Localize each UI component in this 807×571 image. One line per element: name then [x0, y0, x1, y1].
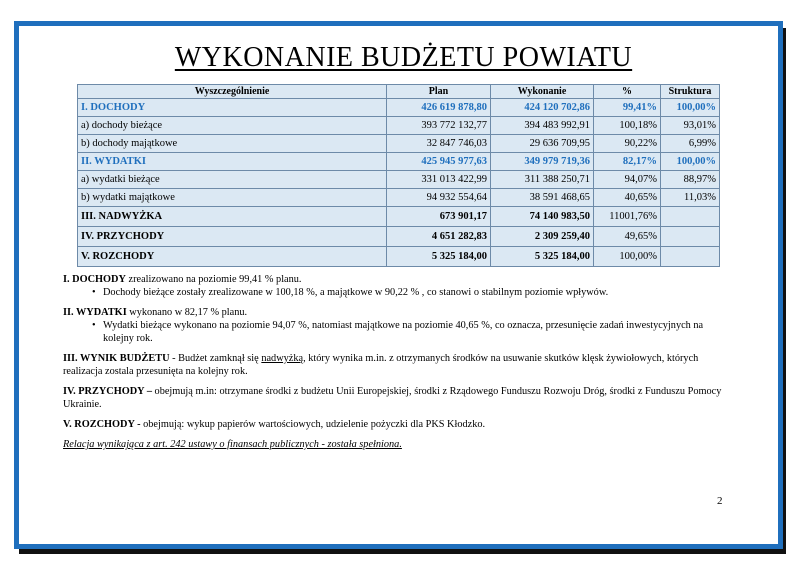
table-row: [78, 117, 720, 135]
row-struktura: 88,97%: [661, 171, 720, 189]
page-title: WYKONANIE BUDŻETU POWIATU: [174, 42, 633, 73]
row-label: b) dochody majątkowe: [78, 135, 387, 153]
row-percent: 100,00%: [594, 247, 661, 267]
table-row: [78, 227, 720, 247]
section-przychody: [63, 385, 733, 411]
row-wykonanie: 5 325 184,00: [491, 247, 594, 267]
section-wydatki-text: wykonano w 82,17 % planu.: [126, 307, 248, 318]
row-wykonanie: 29 636 709,95: [491, 135, 594, 153]
table-row: [78, 171, 720, 189]
row-label: a) wydatki bieżące: [78, 171, 387, 189]
row-struktura: 11,03%: [661, 189, 720, 207]
header-struktura: Struktura: [661, 85, 720, 99]
section-dochody: [63, 273, 733, 299]
row-wykonanie: 2 309 259,40: [491, 227, 594, 247]
section-rozchody: [63, 418, 733, 431]
row-wykonanie: 349 979 719,36: [491, 153, 594, 171]
header-wyszczegolnienie: Wyszczególnienie: [78, 85, 387, 99]
section-przychody-text: obejmują m.in: otrzymane środki z budżetu Unii Europejskiej, środki z Rządowego Funduszu Rozwoju Dróg, środki z Funduszu Pomocy Ukrainie.: [63, 386, 722, 410]
row-label: III. NADWYŻKA: [78, 207, 387, 227]
row-label: a) dochody bieżące: [78, 117, 387, 135]
row-percent: 99,41%: [594, 99, 661, 117]
section-wynik-pre: - Budżet zamknął się: [169, 353, 262, 364]
table-row: [78, 99, 720, 117]
table-row: [78, 189, 720, 207]
section-dochody-heading: I. DOCHODY: [63, 274, 126, 285]
row-percent: 40,65%: [594, 189, 661, 207]
table-row: [78, 153, 720, 171]
row-label: II. WYDATKI: [78, 153, 387, 171]
row-wykonanie: 424 120 702,86: [491, 99, 594, 117]
section-wydatki: [63, 306, 733, 345]
row-struktura: [661, 247, 720, 267]
row-wykonanie: 38 591 468,65: [491, 189, 594, 207]
header-wykonanie: Wykonanie: [491, 85, 594, 99]
section-przychody-heading: IV. PRZYCHODY –: [63, 386, 155, 397]
row-wykonanie: 74 140 983,50: [491, 207, 594, 227]
section-rozchody-text: obejmują: wykup papierów wartościowych, udzielenie pożyczki dla PKS Kłodzko.: [143, 419, 486, 430]
row-label: IV. PRZYCHODY: [78, 227, 387, 247]
section-rozchody-heading: V. ROZCHODY -: [63, 419, 144, 430]
row-label: b) wydatki majątkowe: [78, 189, 387, 207]
row-plan: 32 847 746,03: [387, 135, 491, 153]
row-struktura: [661, 207, 720, 227]
header-percent: %: [594, 85, 661, 99]
row-struktura: [661, 227, 720, 247]
row-struktura: 6,99%: [661, 135, 720, 153]
row-percent: 94,07%: [594, 171, 661, 189]
section-wydatki-bullet: • Wydatki bieżące wykonano na poziomie 94,07 %, natomiast majątkowe na poziomie 40,65 %, co oznacza, przesunięcie zadań inwestycyjnych na kolejny rok.: [63, 319, 733, 345]
table-row: [78, 247, 720, 267]
row-plan: 425 945 977,63: [387, 153, 491, 171]
section-dochody-text: zrealizowano na poziomie 99,41 % planu.: [125, 274, 302, 285]
row-percent: 100,18%: [594, 117, 661, 135]
row-struktura: 100,00%: [661, 153, 720, 171]
section-wydatki-heading: II. WYDATKI: [63, 307, 127, 318]
table-row: [78, 135, 720, 153]
row-percent: 49,65%: [594, 227, 661, 247]
section-wynik-post: , który wynika m.in. z otrzymanych środków na usuwanie skutków klęsk żywiołowych, których realizacja zostala przesunięta na kolejny rok.: [63, 353, 699, 377]
section-wynik-heading: III. WYNIK BUDŻETU: [63, 353, 170, 364]
section-wynik-underlined: nadwyżką: [261, 353, 304, 364]
row-plan: 331 013 422,99: [387, 171, 491, 189]
section-wynik: [63, 352, 733, 378]
row-wykonanie: 311 388 250,71: [491, 171, 594, 189]
row-percent: 82,17%: [594, 153, 661, 171]
row-plan: 673 901,17: [387, 207, 491, 227]
row-label: I. DOCHODY: [78, 99, 387, 117]
page-number: 2: [717, 495, 723, 507]
row-label: V. ROZCHODY: [78, 247, 387, 267]
budget-table: [77, 84, 720, 267]
section-dochody-bullet: • Dochody bieżące zostały zrealizowane w 100,18 %, a majątkowe w 90,22 % , co stanowi o stabilnym poziomie wpływów.: [63, 286, 733, 299]
summary-text: [63, 273, 733, 458]
row-percent: 11001,76%: [594, 207, 661, 227]
row-struktura: 93,01%: [661, 117, 720, 135]
row-plan: 94 932 554,64: [387, 189, 491, 207]
row-plan: 426 619 878,80: [387, 99, 491, 117]
row-plan: 393 772 132,77: [387, 117, 491, 135]
table-row: [78, 207, 720, 227]
row-plan: 4 651 282,83: [387, 227, 491, 247]
row-percent: 90,22%: [594, 135, 661, 153]
table-header-row: [78, 85, 720, 99]
row-wykonanie: 394 483 992,91: [491, 117, 594, 135]
row-plan: 5 325 184,00: [387, 247, 491, 267]
header-plan: Plan: [387, 85, 491, 99]
footer-note: Relacja wynikająca z art. 242 ustawy o finansach publicznych - została spełniona.: [63, 439, 402, 450]
row-struktura: 100,00%: [661, 99, 720, 117]
